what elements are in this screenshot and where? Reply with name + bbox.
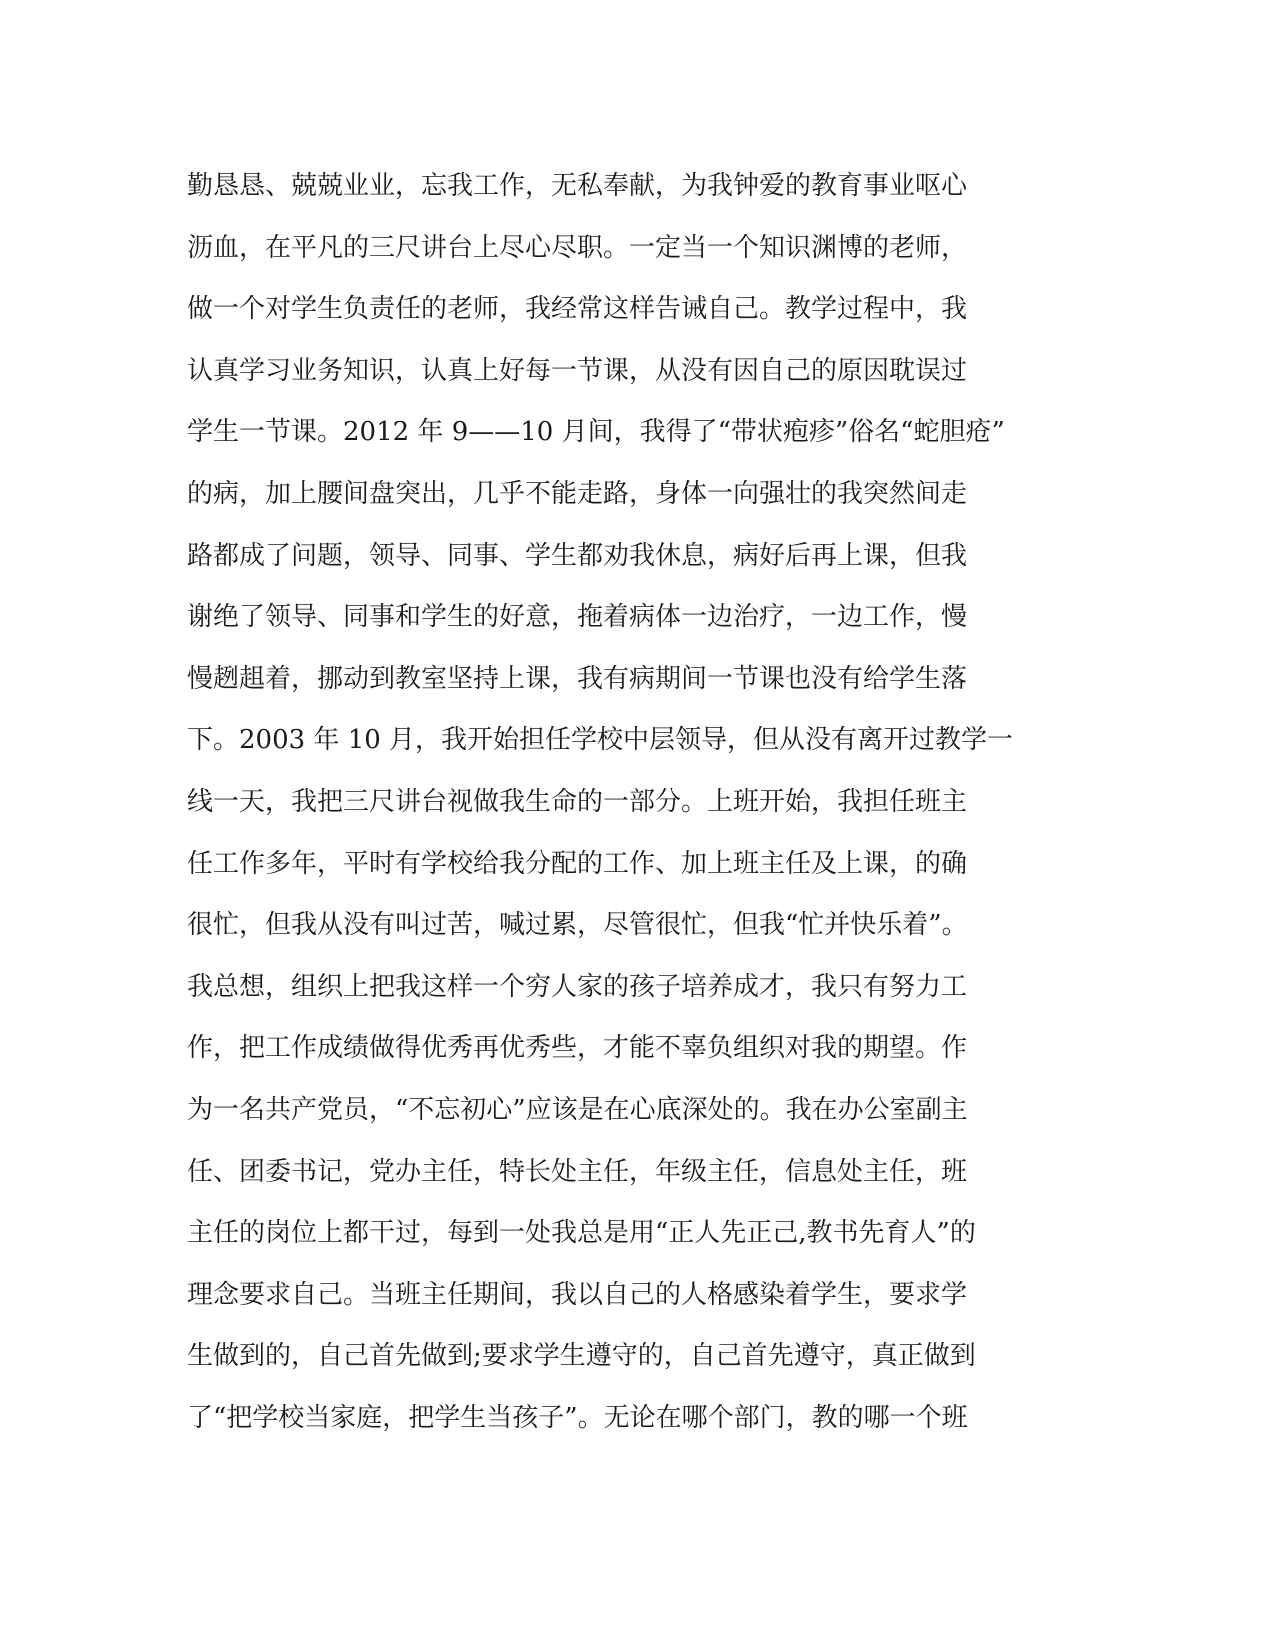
text-line: 主任的岗位上都干过，每到一处我总是用“正人先正己,教书先育人”的: [187, 1218, 976, 1249]
text-line: 我总想，组织上把我这样一个穷人家的孩子培养成才，我只有努力工: [187, 971, 968, 1002]
text-line: 做一个对学生负责任的老师，我经常这样告诫自己。教学过程中，我: [187, 294, 968, 325]
text-line: 任工作多年，平时有学校给我分配的工作、加上班主任及上课，的确: [187, 848, 968, 879]
text-line: 生做到的，自己首先做到;要求学生遵守的，自己首先遵守，真正做到: [187, 1341, 976, 1372]
text-line: 理念要求自己。当班主任期间，我以自己的人格感染着学生，要求学: [187, 1279, 968, 1310]
text-line: 的病，加上腰间盘突出，几乎不能走路，身体一向强壮的我突然间走: [187, 478, 968, 509]
text-line: 下。2003 年 10 月，我开始担任学校中层领导，但从没有离开过教学一: [187, 725, 1014, 756]
text-line: 线一天，我把三尺讲台视做我生命的一部分。上班开始，我担任班主: [187, 786, 968, 817]
text-line: 了“把学校当家庭，把学生当孩子”。无论在哪个部门，教的哪一个班: [187, 1402, 968, 1433]
text-line: 认真学习业务知识，认真上好每一节课，从没有因自己的原因耽误过: [187, 355, 968, 386]
text-line: 作，把工作成绩做得优秀再优秀些，才能不辜负组织对我的期望。作: [187, 1033, 968, 1064]
text-line: 很忙，但我从没有叫过苦，喊过累，尽管很忙，但我“忙并快乐着”。: [187, 910, 968, 941]
text-line: 任、团委书记，党办主任，特长处主任，年级主任，信息处主任，班: [187, 1156, 968, 1187]
text-line: 路都成了问题，领导、同事、学生都劝我休息，病好后再上课，但我: [187, 540, 968, 571]
body-paragraph: [187, 156, 1087, 1449]
text-line: 学生一节课。2012 年 9——10 月间，我得了“带状疱疹”俗名“蛇胆疮”: [187, 417, 1005, 448]
text-line: 慢趔趄着，挪动到教室坚持上课，我有病期间一节课也没有给学生落: [187, 663, 968, 694]
text-line: 沥血，在平凡的三尺讲台上尽心尽职。一定当一个知识渊博的老师，: [187, 232, 968, 263]
text-line: 谢绝了领导、同事和学生的好意，拖着病体一边治疗，一边工作，慢: [187, 602, 968, 633]
text-line: 勤恳恳、兢兢业业，忘我工作，无私奉献，为我钟爱的教育事业呕心: [187, 171, 968, 201]
text-line: 为一名共产党员，“不忘初心”应该是在心底深处的。我在办公室副主: [187, 1094, 968, 1125]
